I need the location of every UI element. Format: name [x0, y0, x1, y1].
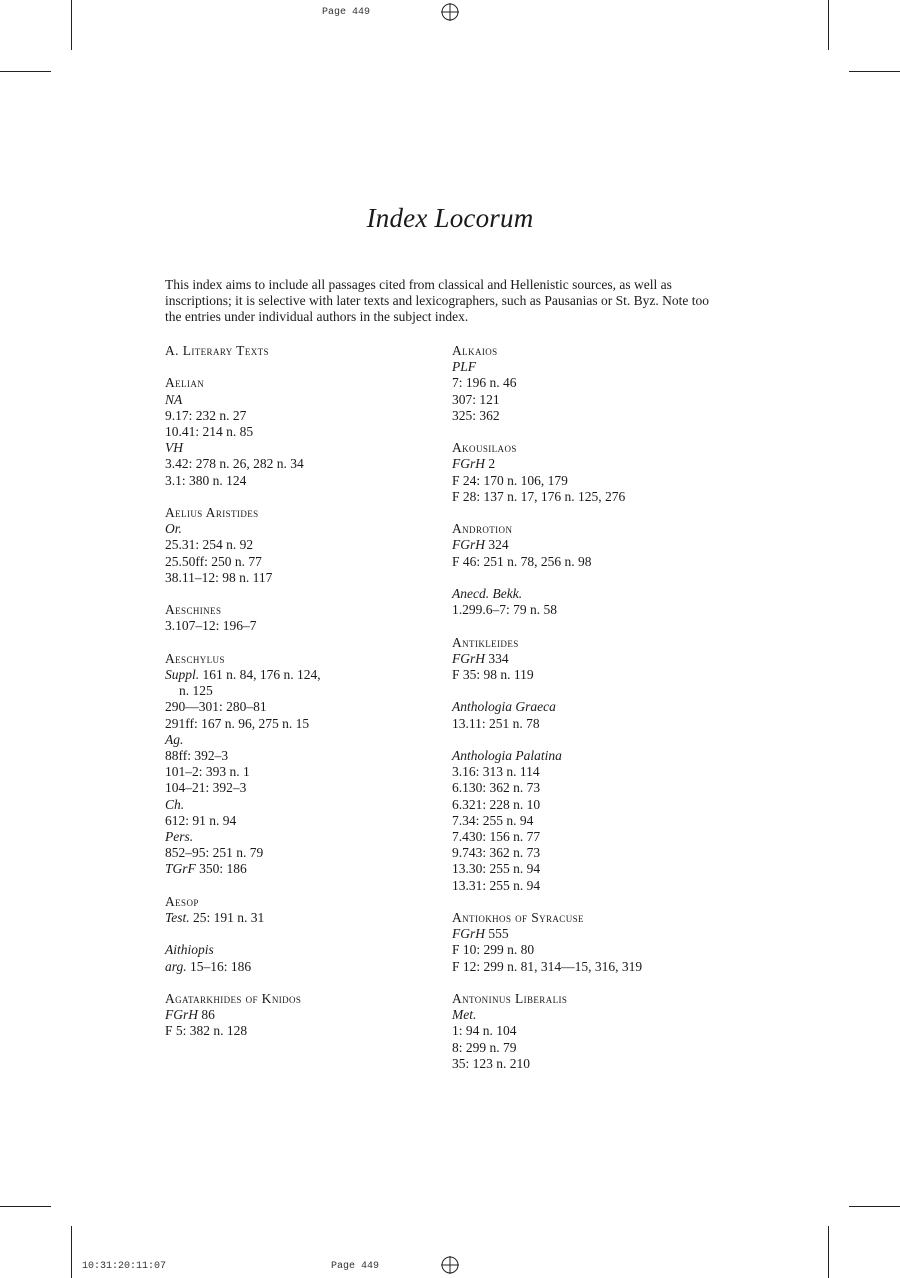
work-heading: Anthologia Graeca — [452, 699, 556, 715]
reference-line: 13.31: 255 n. 94 — [452, 877, 541, 893]
reference-text: 161 n. 84, 176 n. 124, — [199, 667, 321, 682]
reference-text: 334 — [485, 650, 509, 666]
reference-line: 35: 123 n. 210 — [452, 1055, 531, 1071]
work-heading: Anecd. Bekk. — [452, 586, 523, 601]
registration-mark-icon — [441, 3, 459, 21]
reference-line: 3.42: 278 n. 26, 282 n. 34 — [165, 456, 304, 472]
reference-text: 324 — [485, 537, 509, 553]
reference-line: F 12: 299 n. 81, 314—15, 316, 319 — [452, 958, 643, 974]
reference-line: F 28: 137 n. 17, 176 n. 125, 276 — [452, 488, 626, 504]
work-title: FGrH — [165, 1007, 198, 1023]
reference-line: 3.16: 313 n. 114 — [452, 764, 540, 780]
author-heading: Aelius Aristides — [165, 505, 259, 520]
reference-line: 612: 91 n. 94 — [165, 812, 237, 828]
index-column-right — [452, 343, 752, 1072]
work-heading: Aithiopis — [165, 942, 214, 958]
work-title: Test. — [165, 910, 190, 926]
reference-line — [165, 1007, 465, 1023]
reference-line: 1: 94 n. 104 — [452, 1023, 517, 1039]
author-heading: Antoninus Liberalis — [452, 991, 568, 1006]
work-title: FGrH — [452, 456, 485, 472]
work-title: Ch. — [165, 796, 185, 812]
work-title: FGrH — [452, 537, 485, 553]
work-title: Or. — [165, 521, 182, 537]
author-heading: Aesop — [165, 893, 199, 909]
crop-mark — [828, 1226, 829, 1278]
author-heading: Akousilaos — [452, 440, 517, 456]
crop-mark — [0, 71, 51, 72]
crop-mark — [71, 1226, 72, 1278]
author-heading: Antikleides — [452, 634, 519, 650]
reference-line — [452, 926, 752, 942]
reference-line: 7.430: 156 n. 77 — [452, 829, 541, 844]
reference-line: 307: 121 — [452, 391, 500, 407]
reference-text: 2 — [485, 456, 496, 472]
reference-line: 10.41: 214 n. 85 — [165, 424, 254, 439]
reference-line: 3.1: 380 n. 124 — [165, 472, 247, 488]
index-column-left — [165, 343, 465, 1040]
author-heading: Aelian — [165, 375, 205, 391]
author-heading: Aeschylus — [165, 650, 225, 666]
reference-line — [165, 861, 465, 877]
reference-line: F 35: 98 n. 119 — [452, 667, 534, 682]
page-title: Index Locorum — [366, 203, 534, 233]
reference-line: 13.11: 251 n. 78 — [452, 715, 540, 731]
reference-line: 8: 299 n. 79 — [452, 1039, 517, 1055]
crop-mark — [828, 0, 829, 50]
reference-text: 555 — [485, 926, 509, 942]
header-page-label: Page 449 — [322, 7, 371, 18]
footer-timestamp: 10:31:20:11:07 — [82, 1261, 167, 1272]
work-title: arg. — [165, 958, 187, 974]
reference-text: 15–16: 186 — [186, 958, 252, 974]
work-title: Met. — [452, 1007, 477, 1023]
reference-line: n. 125 — [179, 683, 213, 699]
work-title: NA — [165, 391, 183, 407]
crop-mark — [849, 71, 900, 72]
reference-line: 104–21: 392–3 — [165, 780, 247, 796]
reference-line: 6.130: 362 n. 73 — [452, 780, 541, 796]
reference-line: 325: 362 — [452, 407, 500, 423]
reference-line: F 46: 251 n. 78, 256 n. 98 — [452, 553, 592, 569]
reference-line — [165, 959, 465, 975]
author-heading: Alkaios — [452, 343, 498, 358]
reference-line: 3.107–12: 196–7 — [165, 618, 257, 634]
reference-line: 88ff: 392–3 — [165, 748, 229, 764]
reference-text: 25: 191 n. 31 — [189, 910, 265, 926]
reference-line: 290—301: 280–81 — [165, 699, 267, 715]
work-title: TGrF — [165, 861, 196, 877]
crop-mark — [0, 1206, 51, 1207]
reference-line — [452, 456, 752, 472]
author-heading: Antiokhos of Syracuse — [452, 910, 584, 925]
reference-line: 7: 196 n. 46 — [452, 375, 517, 391]
registration-mark-icon — [441, 1256, 459, 1274]
reference-line: 1.299.6–7: 79 n. 58 — [452, 602, 558, 618]
work-title: Pers. — [165, 829, 194, 845]
author-heading: Androtion — [452, 521, 513, 537]
section-heading: A. Literary Texts — [165, 343, 269, 358]
work-title: FGrH — [452, 926, 485, 942]
author-heading: Agatarkhides of Knidos — [165, 991, 302, 1007]
footer-page-label: Page 449 — [331, 1261, 380, 1272]
reference-line — [452, 651, 752, 667]
reference-line — [165, 910, 465, 926]
work-title: PLF — [452, 359, 477, 375]
reference-text: 86 — [198, 1007, 215, 1023]
reference-line — [452, 537, 752, 553]
crop-mark — [71, 0, 72, 50]
reference-line: 9.17: 232 n. 27 — [165, 407, 247, 423]
reference-line: F 5: 382 n. 128 — [165, 1023, 248, 1039]
reference-line: 25.31: 254 n. 92 — [165, 537, 254, 553]
work-title: FGrH — [452, 650, 485, 666]
reference-line: F 24: 170 n. 106, 179 — [452, 472, 568, 488]
reference-line: 9.743: 362 n. 73 — [452, 845, 541, 861]
reference-line: 291ff: 167 n. 96, 275 n. 15 — [165, 715, 310, 731]
crop-mark — [849, 1206, 900, 1207]
work-title: Ag. — [165, 731, 184, 747]
work-heading: Anthologia Palatina — [452, 747, 562, 763]
work-title: Suppl. — [165, 667, 200, 682]
reference-line: F 10: 299 n. 80 — [452, 942, 535, 958]
work-title: VH — [165, 440, 183, 456]
reference-line — [165, 667, 465, 683]
reference-line: 38.11–12: 98 n. 117 — [165, 569, 273, 585]
reference-text: 350: 186 — [195, 861, 247, 877]
author-heading: Aeschines — [165, 602, 222, 618]
reference-line: 101–2: 393 n. 1 — [165, 764, 250, 780]
reference-line: 6.321: 228 n. 10 — [452, 796, 541, 812]
intro-paragraph: This index aims to include all passages cited from classical and Hellenistic sources, as well as inscriptions; it is selective with later texts and lexicographers, such as Pausanias or St. Byz. Note too the entries under individual authors in the subject index. — [165, 277, 710, 325]
reference-line: 13.30: 255 n. 94 — [452, 861, 541, 877]
reference-line: 25.50ff: 250 n. 77 — [165, 553, 262, 569]
reference-line: 7.34: 255 n. 94 — [452, 812, 534, 828]
reference-line: 852–95: 251 n. 79 — [165, 845, 264, 861]
